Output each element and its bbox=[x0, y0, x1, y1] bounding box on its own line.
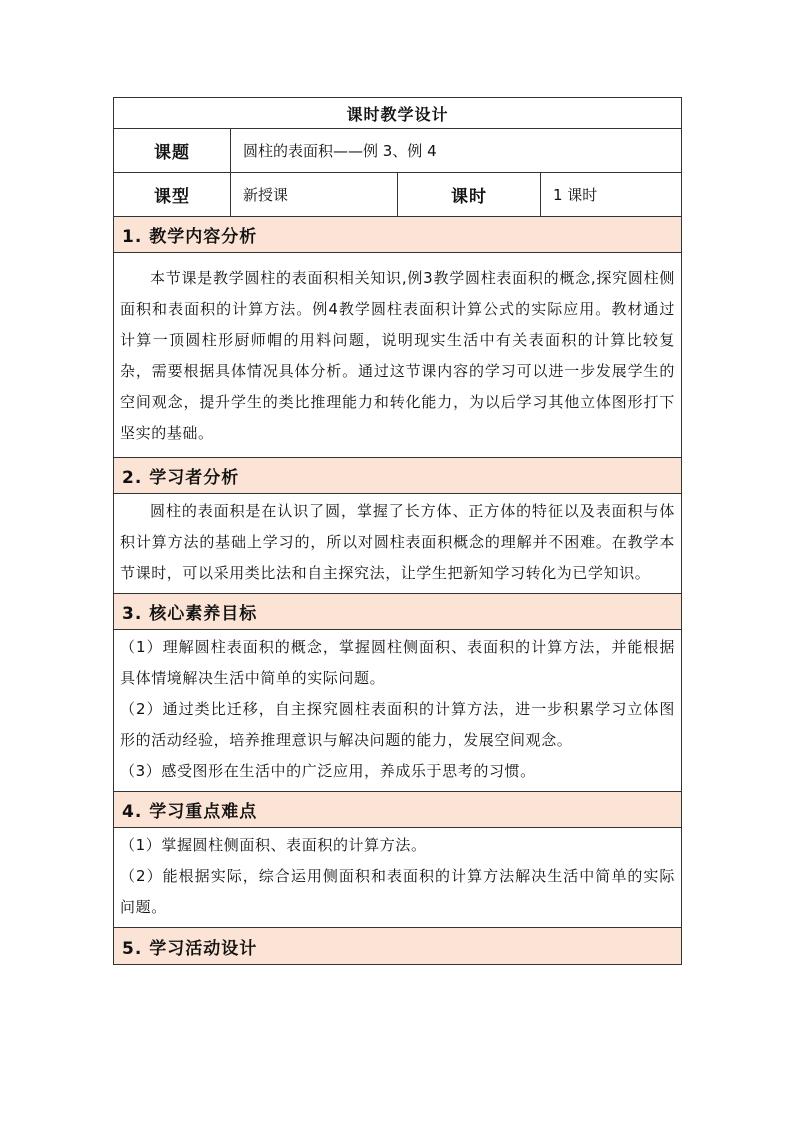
type-label: 课型 bbox=[114, 173, 231, 216]
section-heading-activity-design: 5. 学习活动设计 bbox=[114, 928, 681, 964]
goal-item: （2）通过类比迁移，自主探究圆柱表面积的计算方法，进一步积累学习立体图形的活动经验，培养推理意识与解决问题的能力，发展空间观念。 bbox=[120, 700, 675, 749]
goal-item: （1）理解圆柱表面积的概念，掌握圆柱侧面积、表面积的计算方法，并能根据具体情境解决生活中简单的实际问题。 bbox=[120, 638, 675, 687]
hours-value: 1 课时 bbox=[553, 186, 598, 204]
hours-label: 课时 bbox=[398, 173, 541, 216]
type-row bbox=[114, 173, 681, 217]
section-heading-key-points: 4. 学习重点难点 bbox=[114, 792, 681, 828]
section-body-learner-analysis bbox=[114, 494, 681, 594]
section-heading-content-analysis: 1. 教学内容分析 bbox=[114, 217, 681, 253]
section-body-content-analysis bbox=[114, 253, 681, 458]
paragraph: 本节课是教学圆柱的表面积相关知识,例3教学圆柱表面积的概念,探究圆柱侧面积和表面积的计算方法。例4教学圆柱表面积计算公式的实际应用。教材通过计算一顶圆柱形厨师帽的用料问题，说明现实生活中有关表面积的计算比较复杂，需要根据具体情况具体分析。通过这节课内容的学习可以进一步发展学生的空间观念，提升学生的类比推理能力和转化能力，为以后学习其他立体图形打下坚实的基础。 bbox=[120, 269, 675, 442]
paragraph: 圆柱的表面积是在认识了圆，掌握了长方体、正方体的特征以及表面积与体积计算方法的基础上学习的，所以对圆柱表面积概念的理解并不困难。在教学本节课时，可以采用类比法和自主探究法，让学生把新知学习转化为已学知识。 bbox=[120, 502, 675, 582]
section-body-key-points bbox=[114, 828, 681, 928]
section-heading-learner-analysis: 2. 学习者分析 bbox=[114, 458, 681, 494]
topic-value: 圆柱的表面积——例 3、例 4 bbox=[243, 142, 437, 160]
lesson-design-table bbox=[113, 97, 682, 965]
type-value: 新授课 bbox=[231, 173, 398, 216]
topic-label: 课题 bbox=[114, 129, 231, 172]
key-point-item: （2）能根据实际，综合运用侧面积和表面积的计算方法解决生活中简单的实际问题。 bbox=[120, 867, 675, 916]
section-heading-core-goals: 3. 核心素养目标 bbox=[114, 594, 681, 630]
table-title: 课时教学设计 bbox=[114, 98, 681, 129]
key-point-item: （1）掌握圆柱侧面积、表面积的计算方法。 bbox=[120, 836, 427, 854]
goal-item: （3）感受图形在生活中的广泛应用，养成乐于思考的习惯。 bbox=[120, 762, 536, 780]
topic-row bbox=[114, 129, 681, 173]
section-body-core-goals bbox=[114, 630, 681, 792]
